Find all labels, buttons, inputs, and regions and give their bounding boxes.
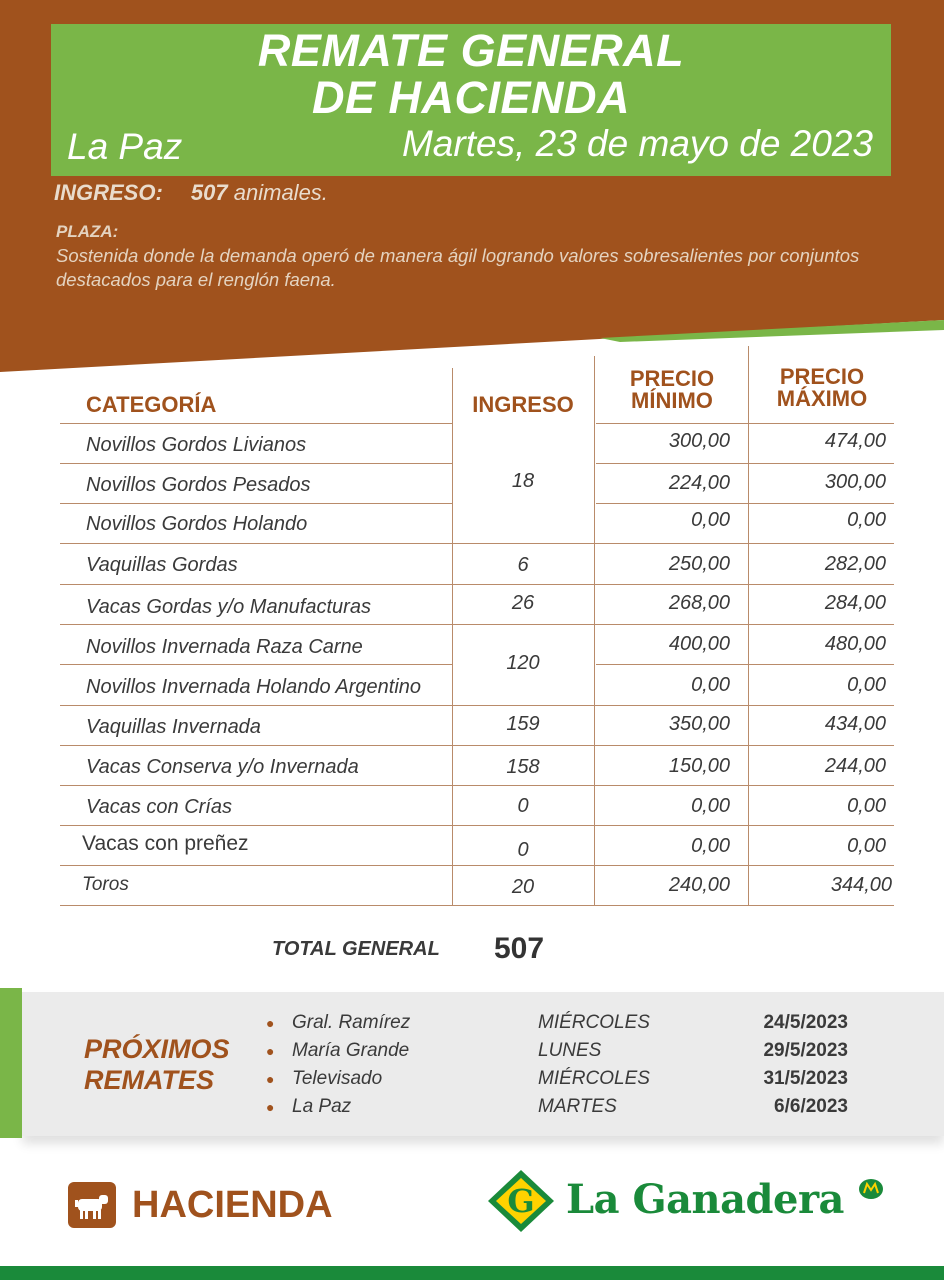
table-row-min: 250,00 (668, 553, 730, 575)
bullet-icon: ● (266, 1043, 275, 1059)
table-row-min: 224,00 (668, 472, 730, 494)
la-ganadera-logo (486, 1168, 886, 1234)
grid-line (60, 423, 453, 424)
cow-icon (68, 1182, 116, 1228)
auction-date: 29/5/2023 (763, 1040, 848, 1061)
table-row-category: Vaquillas Gordas (86, 554, 238, 576)
grid-line (594, 356, 595, 906)
table-row-max: 0,00 (847, 835, 886, 857)
plaza-text: Sostenida donde la demanda operó de manera ágil logrando valores sobresalientes por conjuntos destacados para el renglón faena. (56, 245, 860, 290)
auction-day: MIÉRCOLES (538, 1068, 650, 1089)
grid-line (60, 905, 894, 906)
location: La Paz (67, 126, 183, 167)
table-row-max: 0,00 (847, 509, 886, 531)
ingreso-summary (54, 180, 328, 206)
bullet-icon: ● (266, 1015, 275, 1031)
ingreso-label: INGRESO: (54, 180, 163, 205)
total-general-label: TOTAL GENERAL (272, 938, 440, 960)
table-row-max: 244,00 (824, 755, 886, 777)
table-row-category: Novillos Gordos Livianos (86, 434, 307, 456)
table-row-max: 284,00 (824, 592, 886, 614)
auction-day: MIÉRCOLES (538, 1012, 650, 1033)
header-precio-maximo-line2: MÁXIMO (776, 386, 868, 411)
table-row-min: 400,00 (668, 633, 730, 655)
table-row-ingreso: 26 (511, 592, 535, 614)
table-row-ingreso: 159 (506, 713, 540, 735)
logo-letter: G (507, 1182, 535, 1220)
header-precio-minimo (596, 368, 748, 412)
table-row-max: 0,00 (847, 795, 886, 817)
title-line-1: REMATE GENERAL (257, 25, 685, 76)
table-row-category: Novillos Invernada Raza Carne (86, 636, 363, 658)
table-row-min: 268,00 (668, 592, 730, 614)
bullet-icon: ● (266, 1071, 275, 1087)
auction-day: LUNES (538, 1040, 602, 1061)
badge-icon (858, 1178, 884, 1200)
hacienda-label: HACIENDA (132, 1184, 333, 1226)
header-precio-minimo-line2: MÍNIMO (631, 388, 713, 413)
table-row-category: Vacas con preñez (82, 832, 249, 855)
table-row-category: Novillos Gordos Pesados (86, 474, 311, 496)
table-row-ingreso: 158 (506, 756, 540, 778)
auction-date: Martes, 23 de mayo de 2023 (401, 123, 873, 164)
proximos-title-line2: REMATES (84, 1065, 215, 1095)
table-row-ingreso: 18 (511, 470, 535, 492)
auction-date: 6/6/2023 (774, 1096, 848, 1117)
table-row-max: 282,00 (824, 553, 886, 575)
list-item (0, 1093, 944, 1121)
list-item (0, 1009, 944, 1037)
table-row-ingreso: 20 (511, 876, 535, 898)
ingreso-unit: animales. (233, 180, 328, 205)
table-row-category: Vacas Gordas y/o Manufacturas (86, 596, 371, 618)
header-precio-minimo-line1: PRECIO (629, 366, 715, 391)
header-categoria: CATEGORÍA (86, 392, 217, 417)
hacienda-brand (68, 1180, 368, 1230)
table-row-min: 0,00 (691, 509, 730, 531)
table-row-ingreso: 0 (517, 795, 529, 817)
title-box (51, 24, 891, 176)
auction-place: La Paz (292, 1096, 352, 1117)
grid-line (60, 463, 453, 464)
auction-date: 31/5/2023 (763, 1068, 848, 1089)
table-row-min: 150,00 (668, 755, 730, 777)
bullet-icon: ● (266, 1099, 275, 1115)
title-line-2: DE HACIENDA (311, 72, 631, 123)
table-row-max: 0,00 (847, 674, 886, 696)
ingreso-value: 507 (190, 180, 228, 205)
table-row-min: 0,00 (691, 674, 730, 696)
table-row-category: Toros (82, 874, 129, 895)
bottom-strip (0, 1266, 944, 1280)
table-row-max: 344,00 (830, 874, 892, 896)
auction-place: Televisado (292, 1068, 383, 1089)
table-row-min: 0,00 (691, 795, 730, 817)
table-row-max: 480,00 (824, 633, 886, 655)
proximos-remates-panel (0, 988, 944, 1140)
table-row-max: 300,00 (824, 471, 886, 493)
table-row-category: Vaquillas Invernada (86, 716, 261, 738)
grid-line (60, 664, 453, 665)
table-row-category: Vacas con Crías (86, 796, 232, 818)
la-ganadera-wordmark: La Ganadera (566, 1176, 844, 1223)
proximos-title-line1: PRÓXIMOS (84, 1034, 230, 1064)
table-row-ingreso: 0 (517, 839, 529, 861)
auction-place: Gral. Ramírez (292, 1012, 411, 1033)
header-precio-maximo-line1: PRECIO (779, 364, 865, 389)
table-row-category: Novillos Invernada Holando Argentino (86, 676, 422, 698)
table-row-max: 434,00 (824, 713, 886, 735)
plaza-label: PLAZA: (56, 222, 119, 241)
header-precio-maximo (748, 366, 896, 410)
table-row-ingreso: 120 (506, 652, 540, 674)
auction-day: MARTES (538, 1096, 617, 1117)
header-ingreso: INGRESO (472, 392, 574, 417)
table-row-max: 474,00 (824, 430, 886, 452)
table-row-min: 350,00 (668, 713, 730, 735)
total-general-value: 507 (494, 932, 545, 965)
list-item (0, 1037, 944, 1065)
table-row-min: 0,00 (691, 835, 730, 857)
table-row-min: 300,00 (668, 430, 730, 452)
la-ganadera-logo-icon (486, 1168, 556, 1234)
table-row-min: 240,00 (668, 874, 730, 896)
auction-place: María Grande (292, 1040, 410, 1061)
table-row-category: Novillos Gordos Holando (86, 513, 308, 535)
auction-date: 24/5/2023 (763, 1012, 848, 1033)
table-row-ingreso: 6 (517, 554, 529, 576)
table-row-category: Vacas Conserva y/o Invernada (86, 756, 359, 778)
list-item (0, 1065, 944, 1093)
